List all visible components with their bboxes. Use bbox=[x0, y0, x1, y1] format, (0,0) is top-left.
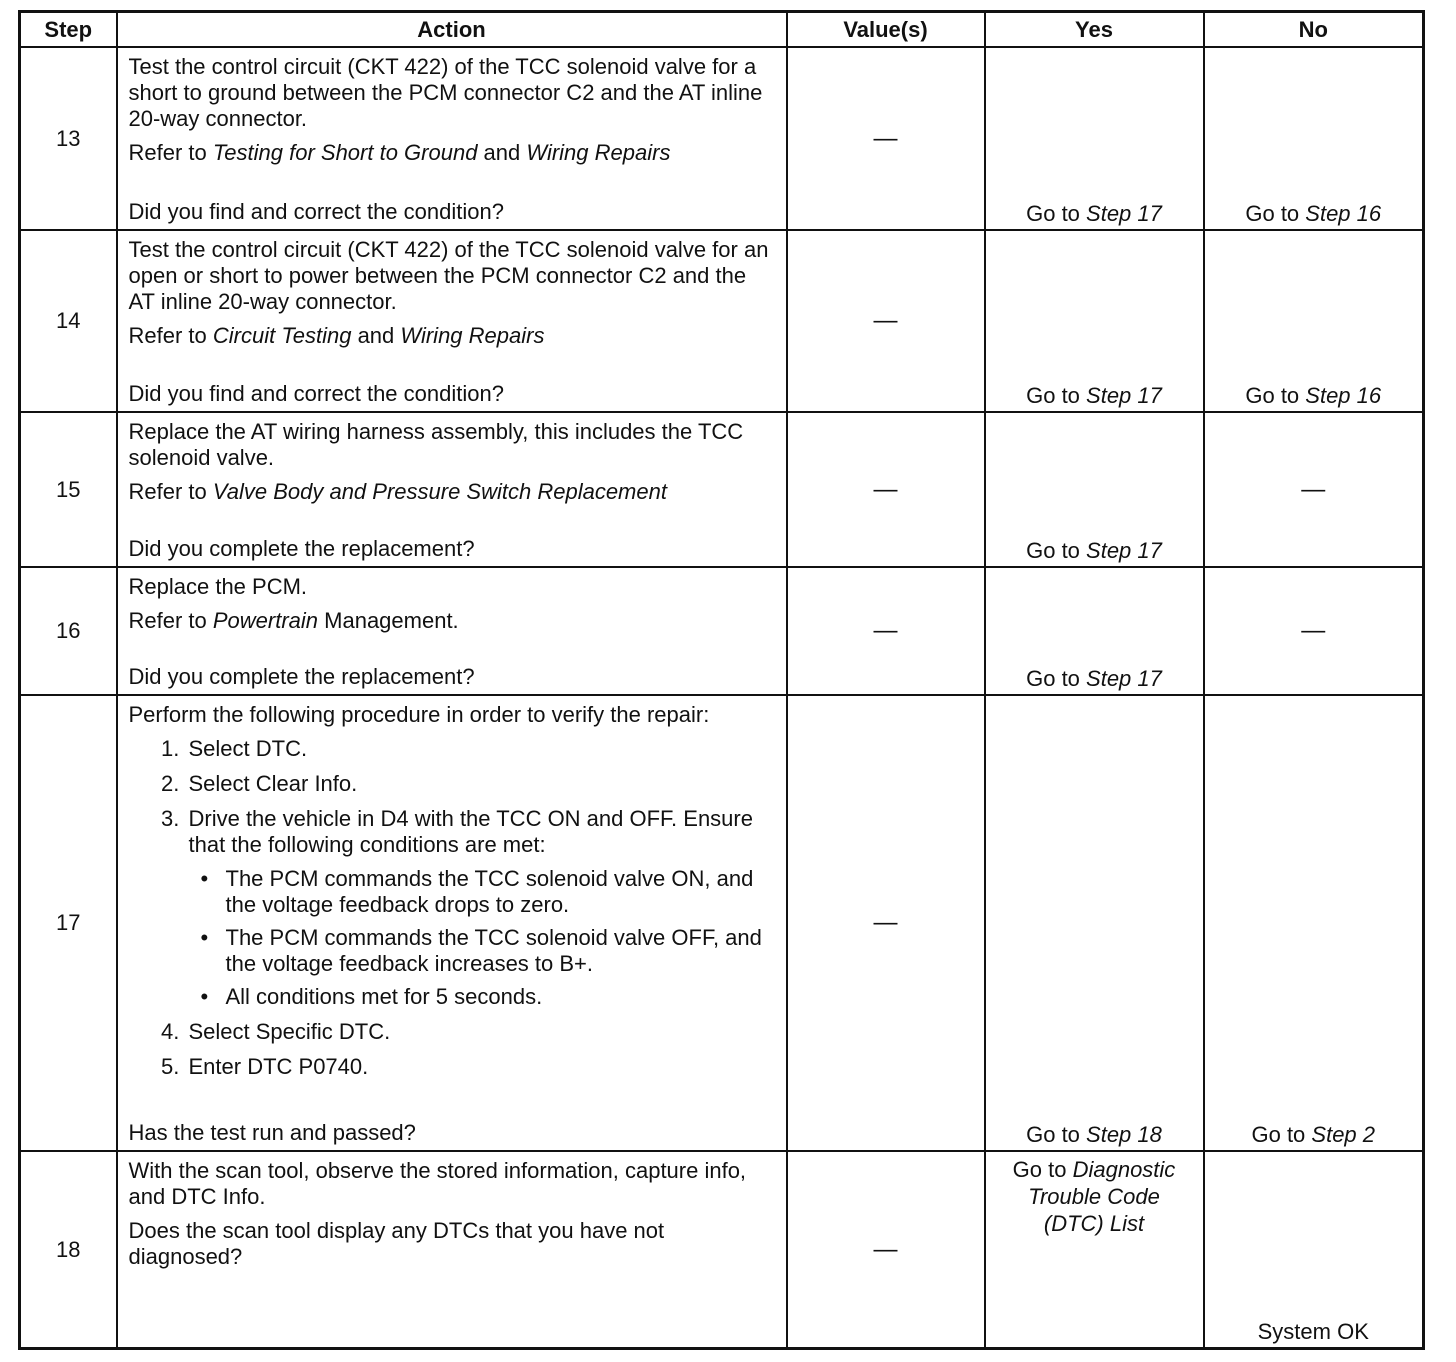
yes-cell: Go to Diagnostic Trouble Code (DTC) List bbox=[985, 1151, 1204, 1348]
procedure-step: 4. Select Specific DTC. bbox=[186, 1019, 776, 1045]
action-cell bbox=[117, 695, 787, 1151]
value-cell: — bbox=[787, 567, 985, 695]
goto-step-link[interactable]: Step 17 bbox=[1086, 201, 1162, 227]
goto-step-link[interactable]: Step 16 bbox=[1305, 201, 1382, 227]
goto-step-link[interactable]: Step 17 bbox=[1086, 383, 1162, 409]
yes-cell: Go to Step 17 bbox=[985, 412, 1204, 567]
table-row-step-13 bbox=[20, 47, 1424, 230]
header-values: Value(s) bbox=[787, 12, 985, 48]
action-text: Perform the following procedure in order to verify the repair: bbox=[128, 702, 710, 728]
value-cell: — bbox=[787, 412, 985, 567]
value-cell: — bbox=[787, 230, 985, 412]
step-number: 14 bbox=[20, 230, 117, 412]
action-question: Did you find and correct the condition? bbox=[128, 381, 504, 407]
table-row-step-14 bbox=[20, 230, 1424, 412]
header-no: No bbox=[1204, 12, 1424, 48]
value-cell: — bbox=[787, 695, 985, 1151]
reference-link[interactable]: Circuit Testing bbox=[212, 323, 352, 349]
yes-cell: Go to Step 17 bbox=[985, 567, 1204, 695]
action-cell bbox=[117, 47, 787, 230]
goto-step-link[interactable]: Step 16 bbox=[1305, 383, 1382, 409]
condition-list bbox=[189, 866, 776, 1010]
yes-cell: Go to Step 17 bbox=[985, 47, 1204, 230]
action-question: Has the test run and passed? bbox=[128, 1120, 416, 1146]
table-row-step-18 bbox=[20, 1151, 1424, 1348]
action-text: With the scan tool, observe the stored information, capture info, and DTC Info. bbox=[128, 1158, 747, 1210]
no-cell: Go to Step 2 bbox=[1204, 695, 1424, 1151]
no-cell: Go to Step 16 bbox=[1204, 47, 1424, 230]
procedure-step: 3. Drive the vehicle in D4 with the TCC ON and OFF. Ensure that the following conditions are met: • The PCM commands the TCC solenoid valve ON, and the voltage feedback drops to zero. • The PCM commands the TCC solenoid valve OFF, and the voltage feedback increases to B+. • All conditions met for 5 seconds. bbox=[186, 806, 776, 1010]
step-number: 15 bbox=[20, 412, 117, 567]
procedure-list bbox=[129, 736, 776, 1089]
reference-link[interactable]: Wiring Repairs bbox=[400, 323, 545, 349]
action-cell bbox=[117, 1151, 787, 1348]
action-question: Did you complete the replacement? bbox=[128, 664, 475, 690]
header-yes: Yes bbox=[985, 12, 1204, 48]
action-text: Replace the PCM. bbox=[128, 574, 308, 600]
step-number: 18 bbox=[20, 1151, 117, 1348]
action-cell bbox=[117, 230, 787, 412]
action-text: Replace the AT wiring harness assembly, this includes the TCC solenoid valve. bbox=[128, 419, 744, 471]
reference-link[interactable]: Valve Body and Pressure Switch Replacement bbox=[212, 479, 667, 505]
header-action: Action bbox=[117, 12, 787, 48]
step-number: 16 bbox=[20, 567, 117, 695]
reference-link[interactable]: Wiring Repairs bbox=[526, 140, 671, 165]
refer-line: Refer to Testing for Short to Ground and Wiring Repairs bbox=[128, 140, 671, 165]
refer-line: Refer to Circuit Testing and Wiring Repairs bbox=[128, 323, 545, 349]
action-cell bbox=[117, 412, 787, 567]
system-ok-text: System OK bbox=[1257, 1319, 1369, 1344]
value-cell: — bbox=[787, 47, 985, 230]
header-step: Step bbox=[20, 12, 117, 48]
no-cell: Go to Step 16 bbox=[1204, 230, 1424, 412]
yes-cell: Go to Step 17 bbox=[985, 230, 1204, 412]
action-question: Did you complete the replacement? bbox=[128, 536, 475, 562]
condition-item: • The PCM commands the TCC solenoid valve ON, and the voltage feedback drops to zero. bbox=[223, 866, 776, 918]
reference-link[interactable]: Powertrain bbox=[212, 608, 319, 634]
reference-link[interactable]: Testing for Short to Ground bbox=[212, 140, 478, 165]
procedure-step: 5. Enter DTC P0740. bbox=[186, 1054, 776, 1080]
refer-line: Refer to Valve Body and Pressure Switch Replacement bbox=[128, 479, 667, 505]
table-row-step-17 bbox=[20, 695, 1424, 1151]
goto-step-link[interactable]: Step 17 bbox=[1086, 666, 1162, 692]
goto-step-link[interactable]: Step 17 bbox=[1086, 538, 1162, 564]
step-number: 13 bbox=[20, 47, 117, 230]
table-row-step-16 bbox=[20, 567, 1424, 695]
value-cell: — bbox=[787, 1151, 985, 1348]
step-number: 17 bbox=[20, 695, 117, 1151]
no-cell: — bbox=[1204, 412, 1424, 567]
action-text: Test the control circuit (CKT 422) of the TCC solenoid valve for a short to ground between the PCM connector C2 and the AT inline 20-way connector. bbox=[128, 54, 763, 131]
table-row-step-15 bbox=[20, 412, 1424, 567]
goto-step-link[interactable]: Step 18 bbox=[1086, 1122, 1162, 1148]
no-cell bbox=[1204, 1151, 1424, 1348]
header-row bbox=[20, 12, 1424, 48]
no-cell: — bbox=[1204, 567, 1424, 695]
action-text: Test the control circuit (CKT 422) of the TCC solenoid valve for an open or short to power between the PCM connector C2 and the AT inline 20-way connector. bbox=[128, 237, 769, 315]
refer-line: Refer to Powertrain Management. bbox=[128, 608, 459, 634]
yes-cell: Go to Step 18 bbox=[985, 695, 1204, 1151]
procedure-step: 1. Select DTC. bbox=[186, 736, 776, 762]
condition-item: • The PCM commands the TCC solenoid valve OFF, and the voltage feedback increases to B+. bbox=[223, 925, 776, 977]
diagnostic-table bbox=[18, 10, 1425, 1350]
action-question: Did you find and correct the condition? bbox=[128, 199, 504, 225]
action-cell bbox=[117, 567, 787, 695]
goto-step-link[interactable]: Step 2 bbox=[1311, 1122, 1376, 1148]
goto-dtc-list-link[interactable]: Diagnostic Trouble Code (DTC) List bbox=[1028, 1157, 1176, 1237]
condition-item: • All conditions met for 5 seconds. bbox=[223, 984, 776, 1010]
action-question: Does the scan tool display any DTCs that you have not diagnosed? bbox=[128, 1218, 665, 1270]
procedure-step: 2. Select Clear Info. bbox=[186, 771, 776, 797]
